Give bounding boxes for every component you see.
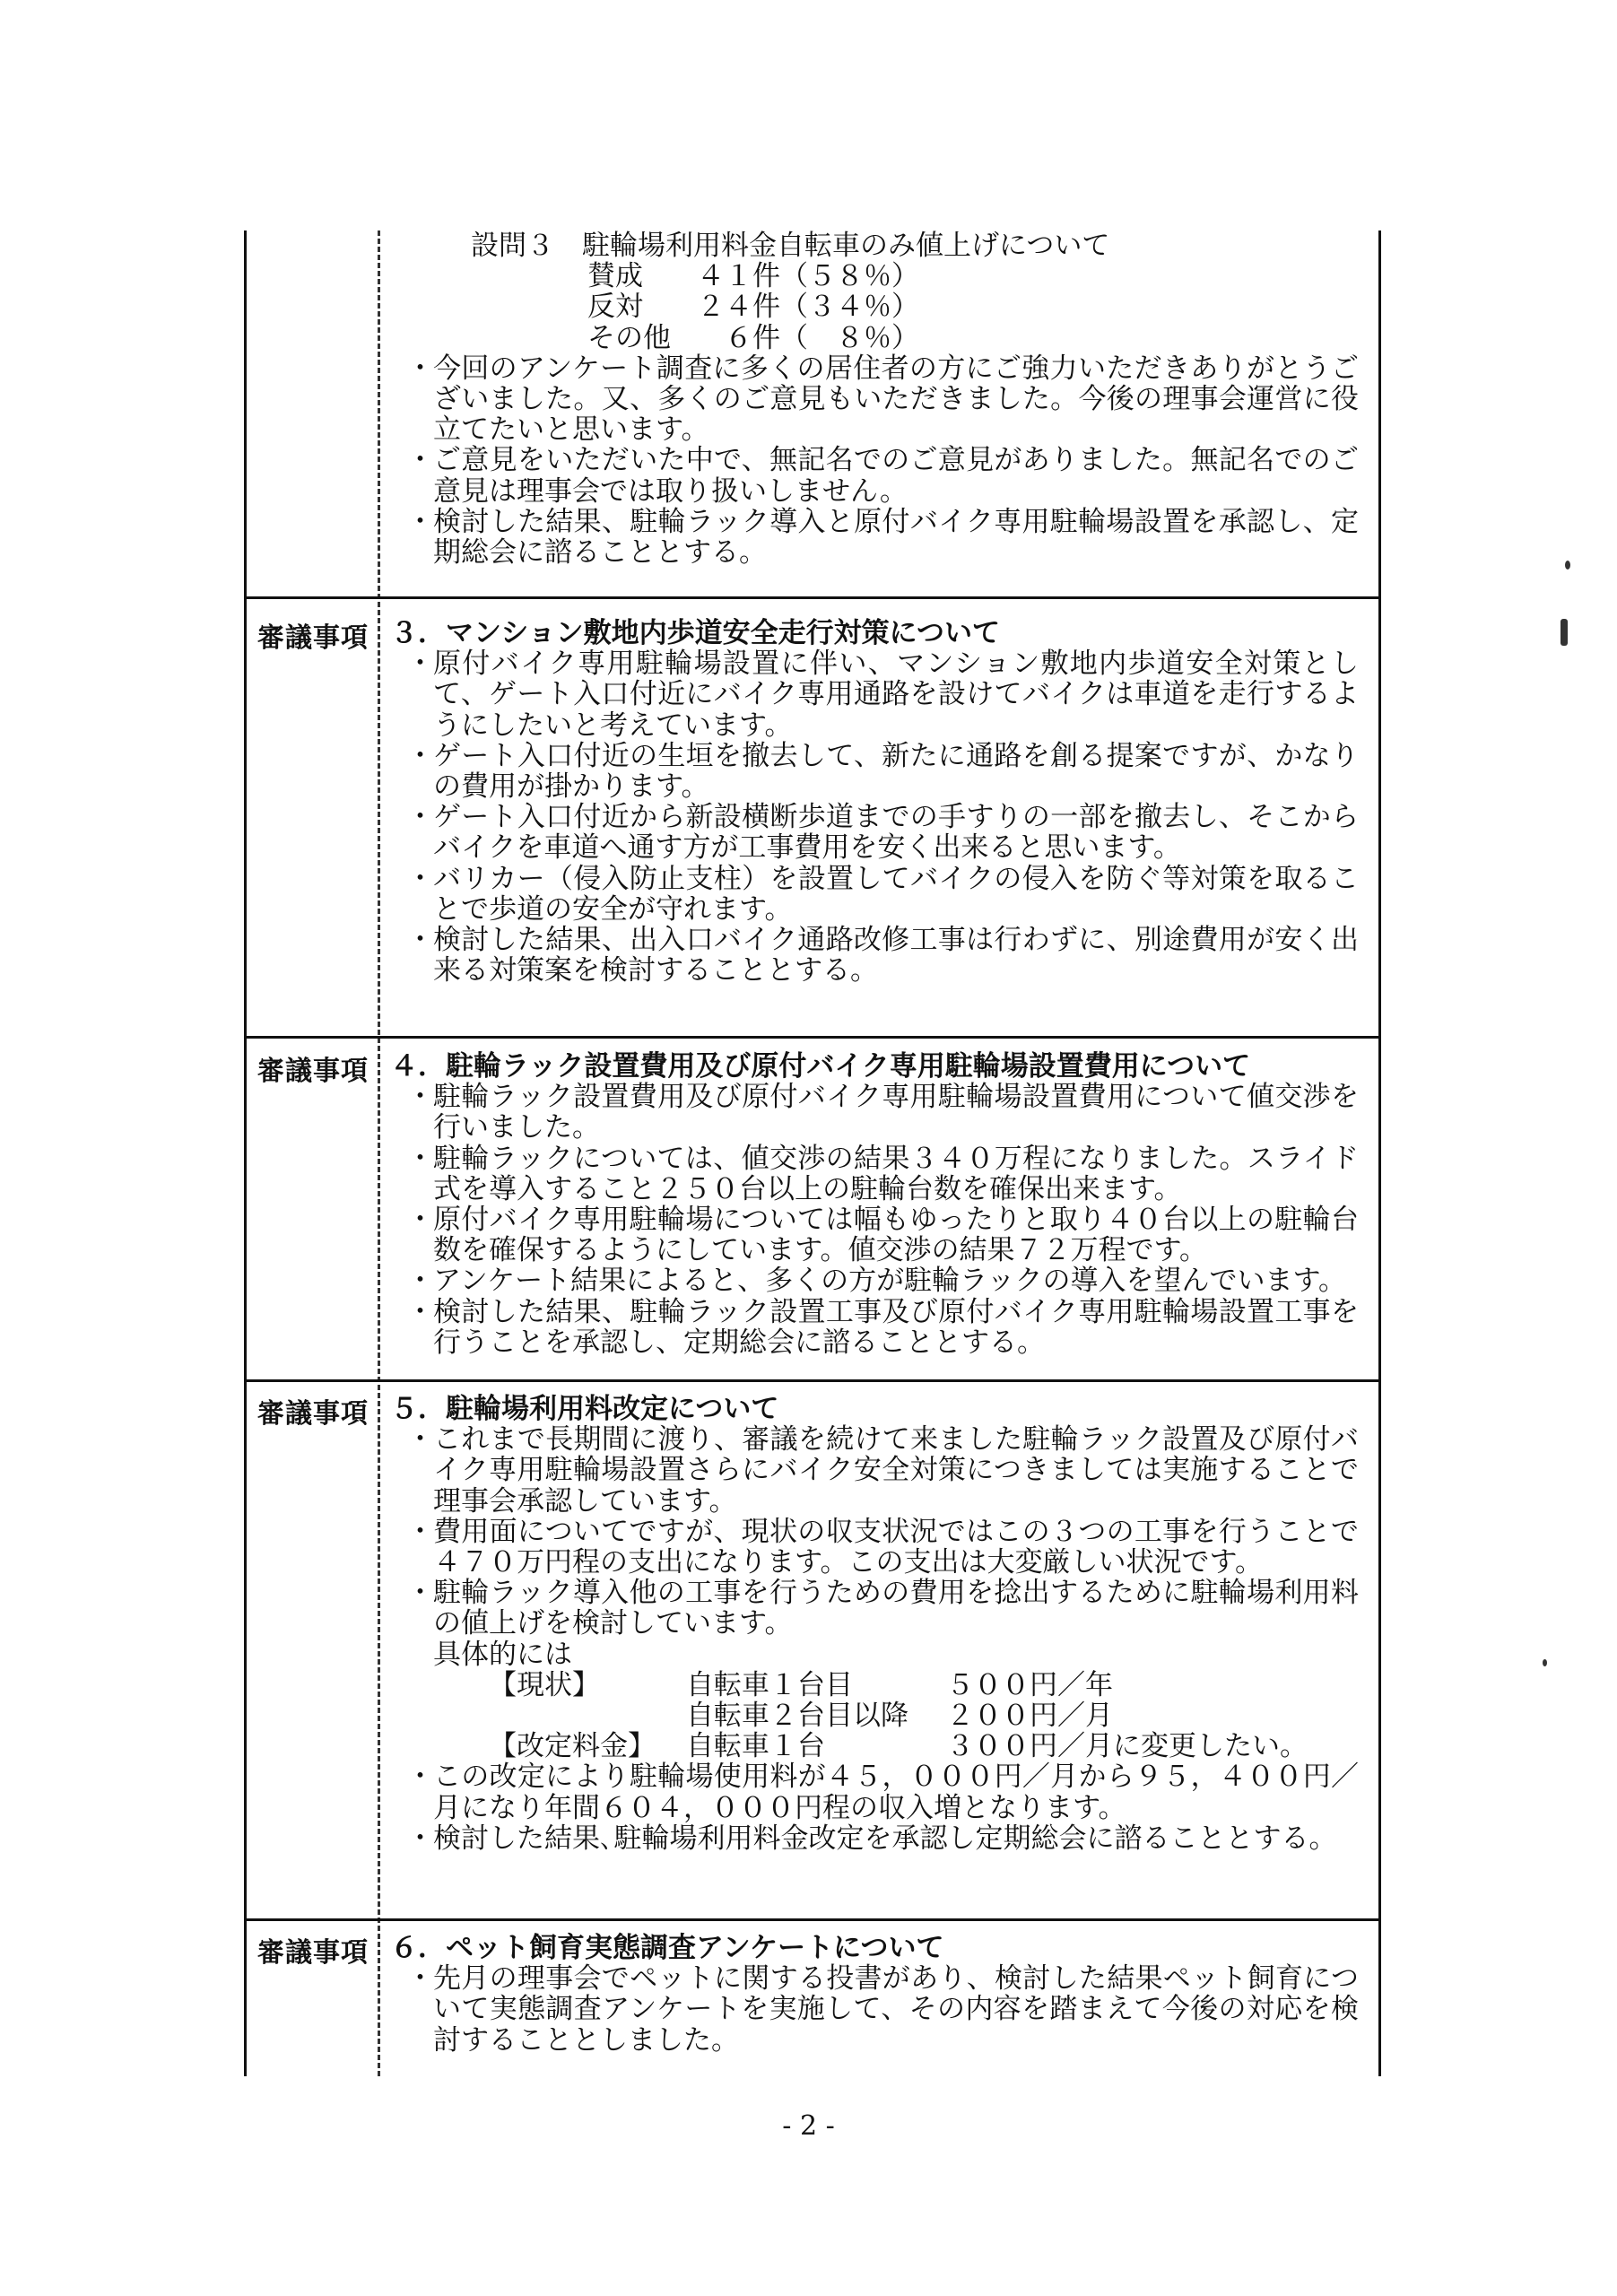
section-4-content — [390, 1051, 1359, 1358]
result-row — [390, 323, 1359, 353]
bullet-item: ・ 原付バイク専用駐輪場については幅もゆったりと取り４０台以上の駐輪台数を確保するようにしています。値交渉の結果７２万程です。 — [406, 1204, 1359, 1267]
detail-intro: 具体的には — [433, 1638, 572, 1671]
fee-price: ５００円／年 — [946, 1668, 1113, 1701]
result-pct: （ ８％） — [780, 321, 919, 354]
bullet-marker: ・ — [406, 1423, 434, 1457]
bullet-item: ・ 検討した結果、駐輪ラック設置工事及び原付バイク専用駐輪場設置工事を行うことを承認し、定期総会に諮ることとする。 — [406, 1295, 1359, 1359]
bullet-marker: ・ — [406, 1962, 434, 1996]
row-divider-2 — [247, 1036, 1378, 1039]
question3-block — [390, 230, 1359, 568]
result-count: ２４件 — [697, 291, 780, 324]
bullet-marker: ・ — [406, 1142, 434, 1175]
section-label: 審議事項 — [257, 622, 369, 654]
bullet-marker: ・ — [406, 1761, 434, 1794]
bullet-item: ・ 駐輪ラック導入他の工事を行うための費用を捻出するために駐輪場利用料の値上げを検討しています。 — [406, 1577, 1359, 1640]
result-row — [390, 291, 1359, 322]
result-pct: （３４％） — [780, 291, 919, 324]
fee-tag: 【改定料金】 — [489, 1730, 656, 1763]
bullet-marker: ・ — [406, 1822, 434, 1855]
bullet-item: ・ この改定により駐輪場使用料が４５，０００円／月から９５，４００円／月になり年間６０４，０００円程の収入増となります。 — [406, 1761, 1359, 1824]
bullet-item: ・ 今回のアンケート調査に多くの居住者の方にご強力いただきありがとうございました。又、多くのご意見もいただきました。今後の理事会運営に役立てたいと思います。 — [406, 352, 1359, 447]
bullet-marker: ・ — [406, 1295, 434, 1328]
result-pct: （５８％） — [780, 260, 919, 293]
bullet-item: ・ 駐輪ラック設置費用及び原付バイク専用駐輪場設置費用について値交渉を行いました。 — [406, 1081, 1359, 1144]
bullet-marker: ・ — [406, 801, 434, 834]
bullet-marker: ・ — [406, 1515, 434, 1548]
bullet-item: ・ 検討した結果、駐輪ラック導入と原付バイク専用駐輪場設置を承認し、定期総会に諮ることとする。 — [406, 505, 1359, 570]
bullet-marker: ・ — [406, 1265, 434, 1298]
bullet-marker: ・ — [406, 1577, 434, 1610]
bullet-marker: ・ — [406, 352, 434, 385]
bullet-marker: ・ — [406, 924, 434, 957]
minutes-table — [244, 230, 1381, 2076]
section-3-content — [390, 618, 1359, 986]
section-5-content — [390, 1394, 1359, 1854]
bullet-marker: ・ — [406, 648, 434, 681]
bullet-item: ・ 費用面についてですが、現状の収支状況ではこの３つの工事を行うことで４７０万円程の支出になります。この支出は大変厳しい状況です。 — [406, 1515, 1359, 1579]
section-label: 審議事項 — [257, 1937, 369, 1969]
row-divider-3 — [247, 1379, 1378, 1382]
fee-row — [390, 1731, 1359, 1761]
row-divider-1 — [247, 596, 1378, 599]
fee-row — [390, 1700, 1359, 1731]
section-title: ４．駐輪ラック設置費用及び原付バイク専用駐輪場設置費用について — [390, 1050, 1251, 1083]
column-divider — [378, 230, 380, 2076]
fee-item: 自転車１台 — [686, 1730, 825, 1763]
result-count: ６件 — [725, 321, 780, 354]
section-label: 審議事項 — [257, 1056, 369, 1087]
bullet-item: ・ ゲート入口付近から新設横断歩道までの手すりの一部を撤去し、そこからバイクを車道へ通す方が工事費用を安く出来ると思います。 — [406, 801, 1359, 865]
bullet-item: ・ ゲート入口付近の生垣を撤去して、新たに通路を創る提案ですが、かなりの費用が掛かります。 — [406, 739, 1359, 804]
bullet-marker: ・ — [406, 739, 434, 772]
bullet-marker: ・ — [406, 862, 434, 895]
fee-tag — [489, 1700, 686, 1731]
result-count: ４１件 — [697, 260, 780, 293]
result-label: 賛成 — [587, 260, 643, 293]
result-label: 反対 — [587, 291, 643, 324]
fee-price: ２００円／月 — [946, 1700, 1113, 1733]
bullet-marker: ・ — [406, 1204, 434, 1237]
bullet-item: ・ アンケート結果によると、多くの方が駐輪ラックの導入を望んでいます。 — [406, 1265, 1347, 1298]
bullet-marker: ・ — [406, 1081, 434, 1114]
bullet-item: ・ 先月の理事会でペットに関する投書があり、検討した結果ペット飼育について実態調査アンケートを実施して、その内容を踏まえて今後の対応を検討することとしました。 — [406, 1962, 1359, 2057]
bullet-item: ・ 原付バイク専用駐輪場設置に伴い、マンション敷地内歩道安全対策として、ゲート入口付近にバイク専用通路を設けてバイクは車道を走行するようにしたいと考えています。 — [406, 648, 1359, 742]
fee-row — [390, 1670, 1359, 1700]
section-title: ３．マンション敷地内歩道安全走行対策について — [390, 617, 1000, 649]
bullet-item: ・ これまで長期間に渡り、審議を続けて来ました駐輪ラック設置及び原付バイク専用駐輪場設置さらにバイク安全対策につきましては実施することで理事会承認しています。 — [406, 1423, 1359, 1518]
section-title: ５．駐輪場利用料改定について — [390, 1393, 779, 1425]
bullet-marker: ・ — [406, 444, 434, 477]
question3-title: 設問３ 駐輪場利用料金自転車のみ値上げについて — [471, 230, 1110, 262]
scan-speck — [1565, 561, 1570, 570]
section-title: ６．ペット飼育実態調査アンケートについて — [390, 1932, 944, 1964]
scan-speck — [1543, 1659, 1547, 1666]
section-6-content — [390, 1933, 1359, 2056]
scan-speck — [1560, 619, 1568, 646]
bullet-item: ・ 検討した結果、出入口バイク通路改修工事は行わずに、別途費用が安く出来る対策案を検討することとする。 — [406, 924, 1359, 987]
bullet-item: ・ 駐輪ラックについては、値交渉の結果３４０万程になりました。スライド式を導入すること２５０台以上の駐輪台数を確保出来ます。 — [406, 1142, 1359, 1205]
bullet-item: ・ ご意見をいただいた中で、無記名でのご意見がありました。無記名でのご意見は理事会では取り扱いしません。 — [406, 444, 1359, 508]
fee-price: ３００円／月に変更したい。 — [946, 1730, 1308, 1763]
fee-item: 自転車２台目以降 — [686, 1700, 908, 1733]
result-row — [390, 261, 1359, 291]
bullet-marker: ・ — [406, 505, 434, 538]
row-divider-4 — [247, 1918, 1378, 1921]
section-label: 審議事項 — [257, 1398, 369, 1430]
fee-tag: 【現状】 — [489, 1668, 600, 1701]
bullet-item: ・ バリカー（侵入防止支柱）を設置してバイクの侵入を防ぐ等対策を取ることで歩道の安全が守れます。 — [406, 862, 1359, 926]
page-number: - 2 - — [782, 2110, 835, 2142]
fee-item: 自転車１台目 — [686, 1668, 853, 1701]
result-label: その他 — [587, 321, 671, 354]
bullet-item: ・ 検討した結果､駐輪場利用料金改定を承認し定期総会に諮ることとする。 — [406, 1822, 1337, 1855]
